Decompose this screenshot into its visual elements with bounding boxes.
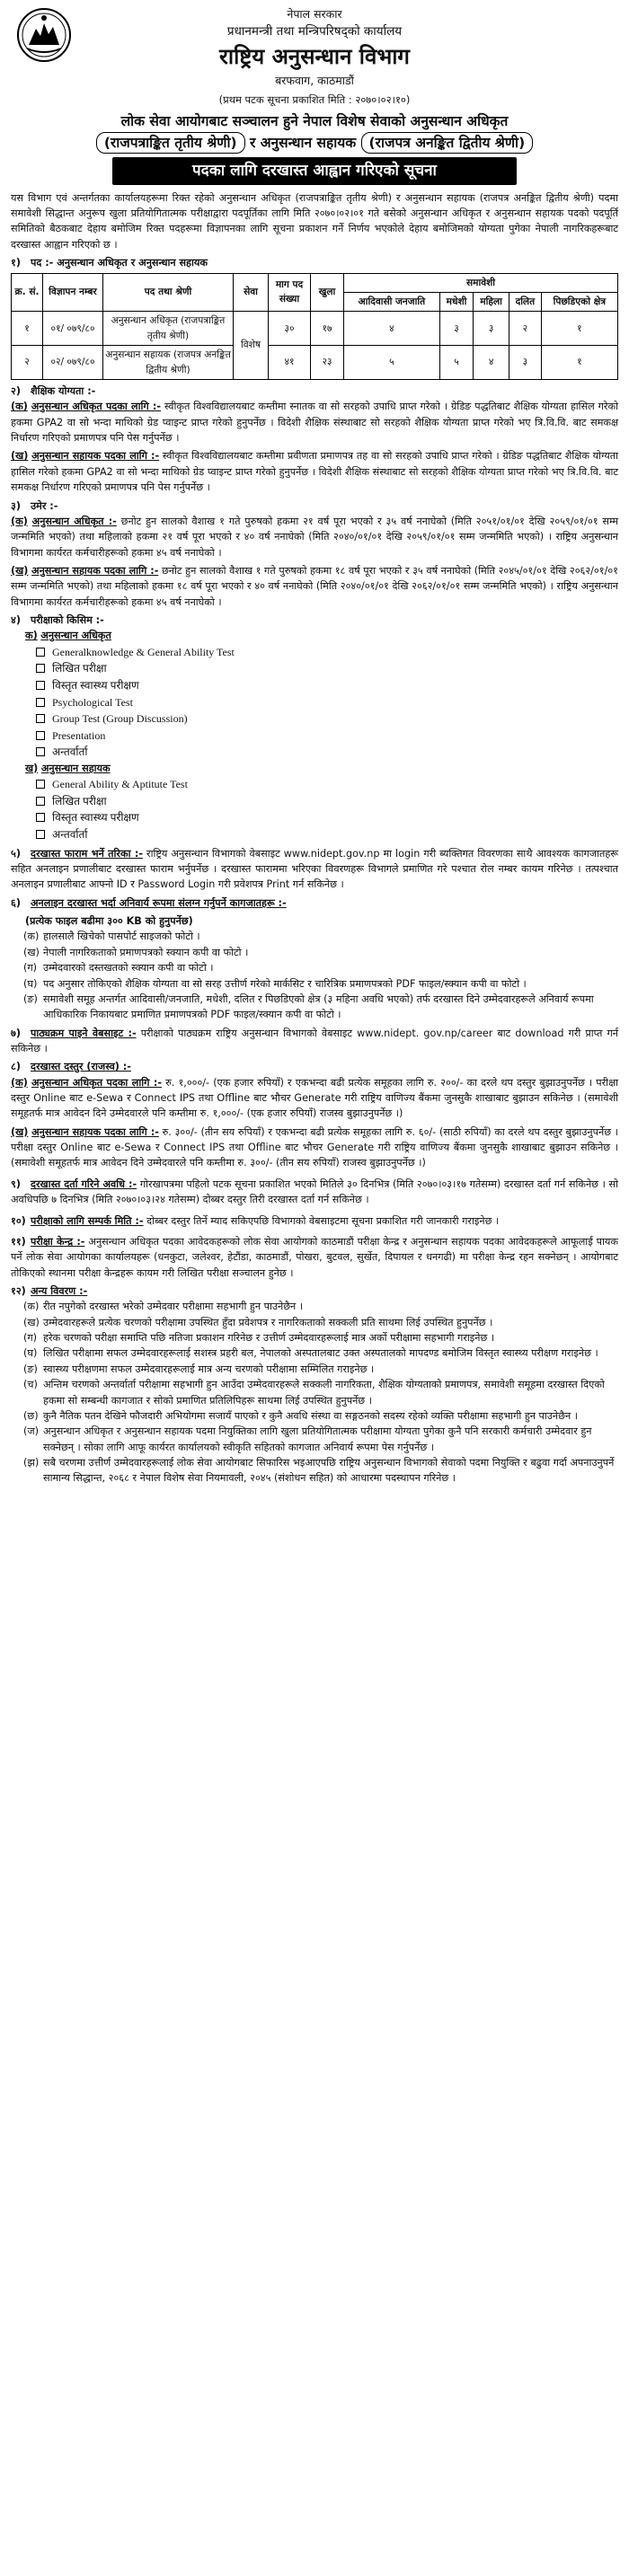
intro-paragraph: यस विभाग एवं अन्तर्गतका कार्यालयहरूमा रिक्त रहेको अनुसन्धान अधिकृत (राजपत्राङ्कित तृतीय श्रेणी) र अनुसन्धान सहायक (राजपत्र अनङ्कित द्वितीय श्रेणी) पदमा समावेशी सिद्धान्त अनुरूप खुला प्रतियोगितात्मक परीक्षाद्वारा पदपूर्तिका लागि मिति २०७०।०२।०१ गते बसेको अनुसन्धान अधिकृत र अनुसन्धान सहायक पदको पदपूर्ति समितिको बैठकबाट देहाय बमोजिम रिक्त पदहरूमा विज्ञापनका लागि सूचना प्रकाशन गर्ने निर्णय भएकोले देहाय बमोजिमको योग्यता पुगेका नेपाली नागरिकहरूबाट दरखास्त आह्वान गरिएको छ ।	[11, 191, 618, 251]
age-officer: (क) अनुसन्धान अधिकृत :- छनोट हुन सालको वैशाख १ गते पुरुषको हकमा २१ वर्ष पूरा भएको र ३५ वर्ष ननाघेको (मिति २०५१/०१/०१ देखि २०५९/०१/०१ सम्म जन्ममिति भएको) तथा महिलाको हकमा २१ वर्ष पूरा भएको र ४० वर्ष ननाघेको (मिति २०४०/०१/०१ देखि २०५९/०१/०१ सम्म जन्ममिति भएको) । राष्ट्रिय अनुसन्धान विभागमा कार्यरत कर्मचारीहरूको हकमा ४५ वर्ष ननाघेको ।	[11, 515, 619, 559]
fee-assistant: (ख) अनुसन्धान सहायक पदका लागि :- रु. ३००/- (तीन सय रुपियाँ) र एकभन्दा बढी प्रत्येक समूहका लागि रु. ६०/- (साठी रुपियाँ) का दरले थप दस्तुर बुझाउनुपर्नेछ । परीक्षा दस्तुर Online बाट e-Sewa र Connect IPS तथा Offline बाट भौचर Generate गरी राष्ट्रिय वाणिज्य बैंकमा जुनसुकै शाखाबाट बुझाउन सकिनेछ । (समावेशी समूहतर्फ मात्र आवेदन दिने उम्मेदवारले पनि कम्तीमा रु. ३००/- (तीन सय रुपियाँ) राजस्व बुझाउनुपर्नेछ ।)	[11, 1125, 619, 1169]
notice-title	[11, 111, 618, 154]
section-11: ११) परीक्षा केन्द्र :- अनुसन्धान अधिकृत पदका आवेदकहरूको लोक सेवा आयोगको काठमाडौं परीक्षा केन्द्र र अनुसन्धान सहायक पदका आवेदकहरूले आफूलाई पायक पर्ने लोक सेवा आयोगका कार्यालयहरू (धनकुटा, जलेश्वर, हेटौंडा, काठमाडौं, पोखरा, बुटवल, सुर्खेत, दिपायल र धनगढी) मा परीक्षा केन्द्र रहन सक्नेछन् । आयोगबाट तोकिएको स्थानमा परीक्षा केन्द्रहरू कायम गरी लिखित परीक्षा सञ्चालन हुनेछ ।	[11, 1235, 618, 1279]
notice-banner: पदका लागि दरखास्त आह्वान गरिएको सूचना	[112, 157, 517, 184]
list-item: लिखित परीक्षा	[52, 793, 618, 810]
col-dalit: दलित	[509, 292, 542, 311]
nepal-emblem-icon	[16, 7, 72, 63]
qualification-officer: (क) अनुसन्धान अधिकृत पदका लागि :- स्वीकृत विश्वविद्यालयबाट कम्तीमा स्नातक वा सो सरहको उपाधि प्राप्त गरेको । ग्रेडिङ पद्धतिबाट शैक्षिक योग्यता हासिल गरेको हकमा GPA2 वा सो भन्दा माथिको ग्रेड प्वाइन्ट प्राप्त गरेको हुनुपर्नेछ । विदेशी शैक्षिक संस्थाबाट सो सरहको शैक्षिक योग्यता प्राप्त गरेको भए त्रि.वि.वि. बाट समकक्ष निर्धारण गरिएको प्रमाणपत्र पनि पेस गर्नुपर्नेछ ।	[11, 401, 619, 445]
col-janajati: आदिवासी जनजाति	[344, 292, 440, 311]
list-item: General Ability & Aptitute Test	[52, 776, 618, 793]
list-item: Psychological Test	[52, 694, 618, 711]
list-item: (घ) लिखित परीक्षामा सफल उम्मेदवारहरूलाई सशस्त्र प्रहरी बल, नेपालको अस्पतालबाट उक्त अस्पतालको मापदण्ड बमोजिम विस्तृत स्वास्थ्य परीक्षण गराइनेछ ।	[23, 1347, 598, 1360]
list-item: (छ) कुनै नैतिक पतन देखिने फौजदारी अभियोगमा सजायँ पाएको र कुनै अवधि संस्था वा सङ्गठनको सदस्य रहेको व्यक्ति परीक्षामा सहभागी हुन पाउनेछैन ।	[23, 1409, 578, 1422]
section-8-heading: ८) दरखास्त दस्तुर (राजस्व) :-	[11, 1061, 131, 1073]
section-3-heading: ३) उमेर :-	[11, 499, 58, 512]
section-6-heading: ६) अनलाइन दरखास्त भर्दा अनिवार्य रूपमा संलग्न गर्नुपर्ने कागजातहरू :-	[11, 896, 287, 909]
office-location: बरफवाग, काठमाडौं	[275, 74, 354, 88]
title-box-assistant: (राजपत्र अनङ्कित द्वितीय श्रेणी)	[361, 132, 534, 154]
list-item: अन्तर्वार्ता	[52, 744, 618, 761]
col-adv-no: विज्ञापन नम्बर	[43, 273, 103, 312]
col-inclusive: समावेशी	[344, 273, 618, 292]
list-item: Presentation	[52, 728, 618, 745]
section-4-heading: ४) परीक्षाको किसिम :-	[11, 614, 104, 627]
list-item: विस्तृत स्वास्थ्य परीक्षण	[52, 677, 618, 694]
letterhead	[11, 5, 618, 108]
title-mid: र अनुसन्धान सहायक	[249, 134, 357, 151]
list-item: (क) रीत नपुगेको दरखास्त भरेको उम्मेदवार परीक्षामा सहभागी हुन पाउनेछैन ।	[23, 1301, 304, 1313]
vacancy-table	[11, 273, 618, 380]
fee-officer: (क) अनुसन्धान अधिकृत पदका लागि :- रु. १,०००/- (एक हजार रुपियाँ) र एकभन्दा बढी प्रत्येक समूहका लागि रु. २००/- का दरले थप दस्तुर बुझाउनुपर्नेछ । परीक्षा दस्तुर Online बाट e-Sewa र Connect IPS तथा Offline बाट भौचर Generate गरी राष्ट्रिय वाणिज्य बैंकमा जुनसुकै शाखाबाट बुझाउन सकिनेछ । (समावेशी समूहतर्फ मात्र आवेदन दिने उम्मेदवारले पनि कम्तीमा रु. १,०००/- (एक हजार रुपियाँ) राजस्व बुझाउनुपर्नेछ ।)	[11, 1076, 618, 1120]
notice-page	[11, 0, 618, 1486]
list-item: (च) अन्तिम चरणको अन्तर्वार्ता परीक्षामा सहभागी हुन आउँदा उम्मेदवारहरूले सक्कली नागरिकता, शैक्षिक योग्यताको प्रमाणपत्र, समावेशी समूहमा दरखास्त दिएको हकमा सो सम्बन्धी कागजात र सोको प्रमाणित प्रतिलिपिहरू साथमा लिई उपस्थित हुनुपर्नेछ ।	[23, 1379, 605, 1407]
col-open: खुला	[311, 273, 344, 312]
list-item: (क) हालसालै खिचेको पासपोर्ट साइजको फोटो ।	[23, 931, 200, 943]
list-item: Group Test (Group Discussion)	[52, 710, 618, 728]
department-name: राष्ट्रिय अनुसन्धान विभाग	[219, 44, 410, 70]
section-9: ९) दरखास्त दर्ता गरिने अवधि :- गोरखापत्रमा पहिलो पटक सूचना प्रकाशित भएको मितिले ३० दिनभित्र (मिति २०७०।०३।१७ गतेसम्म) दरखास्त दर्ता गर्न सकिनेछ । सो अवधिपछि ७ दिनभित्र (मिति २०७०।०३।२४ गतेसम्म) दोब्बर दस्तुर तिरी दरखास्त दर्ता गर्न सकिनेछ ।	[11, 1178, 619, 1206]
office-name: प्रधानमन्त्री तथा मन्त्रिपरिषद्को कार्यालय	[226, 24, 403, 40]
col-demand: माग पद संख्या	[269, 273, 311, 312]
age-assistant: (ख) अनुसन्धान सहायक पदका लागि :- छनोट हुन सालको वैशाख १ गते पुरुषको हकमा १८ वर्ष पूरा भएको र ३५ वर्ष ननाघेको (मिति २०४५/०१/०१ देखि २०६२/०१/०१ सम्म जन्ममिति भएको) तथा महिलाको हकमा १८ वर्ष पूरा भएको र ४० वर्ष ननाघेको (मिति २०४०/०१/०१ देखि २०६२/०१/०१ सम्म जन्ममिति भएको) । राष्ट्रिय अनुसन्धान विभागमा कार्यरत कर्मचारीहरूको हकमा ४५ वर्ष ननाघेको ।	[11, 564, 618, 608]
col-serial: क्र. सं.	[12, 273, 43, 312]
title-box-officer: (राजपत्राङ्कित तृतीय श्रेणी)	[96, 132, 245, 154]
other-details-list	[11, 1299, 618, 1486]
list-item: (ङ) स्वास्थ्य परीक्षणमा सफल उम्मेदवारहरूलाई मात्र अन्य चरणको परीक्षामा सम्मिलित गराइनेछ ।	[23, 1363, 375, 1375]
service-cell: विशेष	[234, 312, 269, 380]
col-madhesi: मधेशी	[439, 292, 473, 311]
list-item: (ख) नेपाली नागरिकताको प्रमाणपत्रको स्क्यान कपी वा फोटो ।	[23, 946, 249, 958]
list-item: (ङ) समावेशी समूह अन्तर्गत आदिवासी/जनजाति, मधेशी, दलित र पिछडिएको क्षेत्र (३ महिना अवधि भएको) तर्फ दरखास्त दिने उम्मेदवारहरूले अनिवार्य रूपमा आधिकारिक निकायबाट प्रमाणित प्रमाणपत्रको PDF फाइल/स्क्यान कपी वा फोटो ।	[23, 992, 594, 1021]
exam-type-assistant: ख) अनुसन्धान सहायक	[25, 762, 111, 774]
section-5: ५) दरखास्त फाराम भर्ने तरिका :- राष्ट्रिय अनुसन्धान विभागको वेबसाइट www.nidept.gov.np मा login गरी ब्यक्तिगत विवरणका साथै आवश्यक कागजातहरू सहित अनलाइन प्रणालीबाट दरखास्त फाराम भर्नुपर्नेछ । दरखास्त फाराममा भरिएका विवरणहरू विभागले प्रमाणित गरे पश्चात रोल नम्बर कायम गरिनेछ । तत्पश्चात अनलाइन प्रणालीबाट आफ्नो ID र Password Login गरी प्रवेशपत्र Print गर्न सकिनेछ ।	[11, 847, 618, 891]
col-service: सेवा	[234, 273, 269, 312]
list-item: (ग) हरेक चरणको परीक्षा समाप्ति पछि नतिजा प्रकाशन गरिनेछ र उत्तीर्ण उम्मेदवारहरूलाई मात्र अर्को परीक्षामा सहभागी गराइनेछ ।	[23, 1332, 495, 1345]
exam-list-assistant	[11, 776, 618, 842]
list-item: लिखित परीक्षा	[52, 660, 618, 677]
section-12-heading: १२) अन्य विवरण :-	[11, 1284, 88, 1297]
list-item: विस्तृत स्वास्थ्य परीक्षण	[52, 809, 618, 826]
col-backward: पिछडिएको क्षेत्र	[541, 292, 617, 311]
section-7: ७) पाठ्यक्रम पाइने वेबसाइट :- परीक्षाको पाठ्यक्रम राष्ट्रिय अनुसन्धान विभागको वेबसाइट www.nidept. gov.np/career बाट download गरी प्राप्त गर्न सकिनेछ ।	[11, 1027, 619, 1054]
list-item: Generalknowledge & General Ability Test	[52, 644, 618, 661]
table-row: १ ०१/ ०७९/८० अनुसन्धान अधिकृत (राजपत्राङ्कित तृतीय श्रेणी) विशेष ३० १७ ४ ३ ३ २ १	[12, 312, 618, 346]
publish-date: (प्रथम पटक सूचना प्रकाशित मिति : २०७०।०२।१०)	[218, 93, 411, 106]
list-item: (घ) पद अनुसार तोकिएको शैक्षिक योग्यता वा सो सरह उत्तीर्ण गरेको मार्कसिट र चारित्रिक प्रमाणपत्रको PDF फाइल/स्क्यान कपी वा फोटो ।	[23, 977, 527, 990]
list-item: (झ) सबै चरणमा उत्तीर्ण उम्मेदवारहरूलाई लोक सेवा आयोगबाट सिफारिस भइआएपछि राष्ट्रिय अनुसन्धान विभागको सेवाको पदमा नियुक्ति र बढुवा गर्दा अपनाउनुपर्ने सामान्य सिद्धान्त, २०६८ र नेपाल विशेष सेवा नियमावली, २०४५ (संशोधन सहित) को आधारमा पदस्थापन गरिनेछ ।	[23, 1456, 615, 1485]
list-item: (ज) अनुसन्धान अधिकृत र अनुसन्धान सहायक पदमा नियुक्तिका लागि खुला प्रतियोगितात्मक परीक्षामा योग्यता पुगेका कुनै पनि सरकारी कर्मचारी उम्मेदवार हुन सक्नेछन् । सोका लागि आफू कार्यरत कार्यालयको स्वीकृति सहितको कागजात अनिवार्य रूपमा पेस गर्नुपर्नेछ ।	[23, 1425, 592, 1453]
col-post: पद तथा श्रेणी	[103, 273, 234, 312]
section-1-heading: १) पद :- अनुसन्धान अधिकृत र अनुसन्धान सहायक	[11, 257, 208, 269]
list-item: अन्तर्वार्ता	[52, 826, 618, 843]
section-10: १०) परीक्षाको लागि सम्पर्क मिति :- दोब्बर दस्तुर तिर्ने म्याद सकिएपछि विभागको वेबसाइटमा सूचना प्रकाशित गरी जानकारी गराइनेछ ।	[11, 1214, 500, 1227]
list-item: (ग) उम्मेदवारको दस्तखतको स्क्यान कपी वा फोटो ।	[23, 962, 214, 975]
file-size-note: (प्रत्येक फाइल बढीमा ३०० KB को हुनुपर्नेछ)	[25, 915, 193, 928]
documents-list	[11, 929, 618, 1022]
exam-type-officer: क) अनुसन्धान अधिकृत	[25, 630, 111, 642]
table-row: २ ०२/ ०७९/८० अनुसन्धान सहायक (राजपत्र अनङ्कित द्वितीय श्रेणी) ४१ २३ ५ ५ ४ ३ १	[12, 346, 618, 380]
title-line: लोक सेवा आयोगबाट सञ्चालन हुने नेपाल विशेष सेवाको अनुसन्धान अधिकृत	[120, 113, 509, 130]
section-2-heading: २) शैक्षिक योग्यता :-	[11, 385, 96, 397]
exam-list-officer	[11, 644, 618, 761]
government-name: नेपाल सरकार	[287, 7, 342, 21]
col-women: महिला	[474, 292, 509, 311]
list-item: (ख) उम्मेदवारहरूले प्रत्येक चरणको परीक्षामा उपस्थित हुँदा प्रवेशपत्र र नागरिकताको सक्कली प्रति साथमा लिई उपस्थित हुनुपर्नेछ ।	[23, 1316, 493, 1328]
qualification-assistant: (ख) अनुसन्धान सहायक पदका लागि :- स्वीकृत विश्वविद्यालयबाट कम्तीमा प्रवीणता प्रमाणपत्र तह वा सो सरहको उपाधि प्राप्त गरेको । ग्रेडिङ पद्धतिबाट शैक्षिक योग्यता हासिल गरेको हकमा GPA2 वा सो भन्दा माथिको ग्रेड प्वाइन्ट प्राप्त गरेको हुनुपर्नेछ । विदेशी शैक्षिक संस्थाबाट सो सरहको शैक्षिक योग्यता प्राप्त गरेको भए त्रि.वि.वि. बाट समकक्ष निर्धारण गरिएको प्रमाणपत्र पनि पेस गर्नुपर्नेछ ।	[11, 450, 618, 494]
